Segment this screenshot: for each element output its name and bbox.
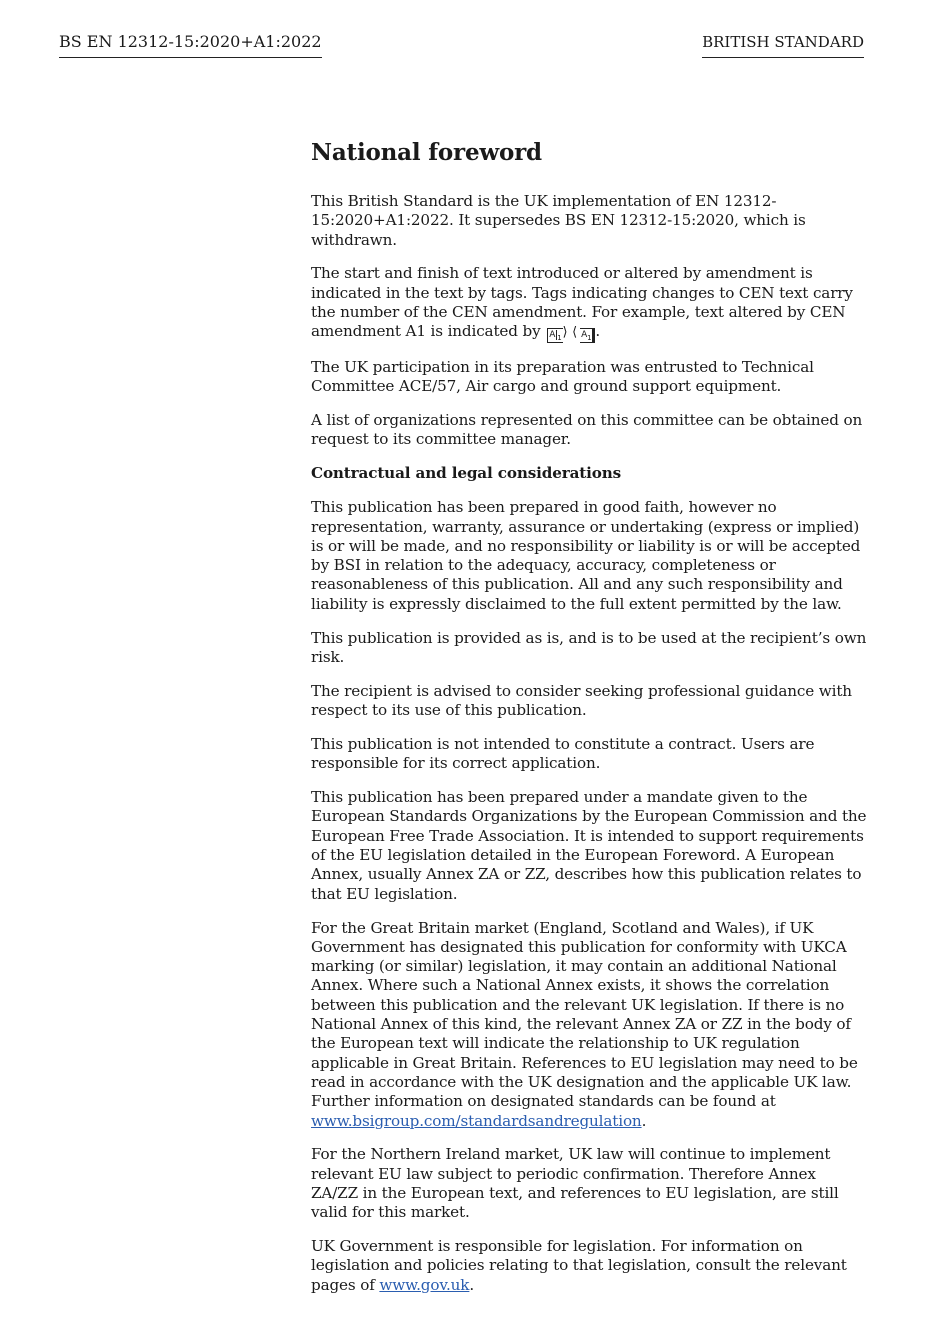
amendment-start-tag-icon: A $_1$	[549, 330, 562, 343]
paragraph-uk-government: UK Government is responsible for legislation. For information on legislation and policies relating to that legislation, consult the relevant pages of www.gov.uk.	[311, 1237, 847, 1294]
section-heading-contractual: Contractual and legal considerations	[311, 464, 622, 483]
paragraph-disclaimer: This publication has been prepared in good faith, however no representation, warranty, assurance or undertaking (express or implied) is or will be made, and no responsibility or liability is or will be accepted by BSI in relation to the adequacy, accuracy, completeness or reasonableness of this publication. All and any such responsibility and liability is expressly disclaimed to the full extent permitted by the law.	[311, 498, 861, 613]
amendment-tags-text: The start and finish of text introduced or altered by amendment is indicated in the text by tags. Tags indicating changes to CEN text carry the number of the CEN amendment. For example, text altered by CEN amendment A1 is indicated by	[311, 264, 853, 341]
amendment-end-tag-icon: $A_1$	[580, 328, 595, 343]
paragraph-organizations: A list of organizations represented on this committee can be obtained on request to its committee manager.	[311, 411, 863, 449]
foreword-body	[311, 137, 867, 1310]
paragraph-implementation: This British Standard is the UK implementation of EN 12312-15:2020+A1:2022. It supersedes BS EN 12312-15:2020, which is withdrawn.	[311, 192, 806, 249]
paragraph-contract: This publication is not intended to constitute a contract. Users are responsible for its correct application.	[311, 734, 815, 773]
paragraph-great-britain: For the Great Britain market (England, Scotland and Wales), if UK Government has designated this publication for conformity with UKCA marking (or similar) legislation, it may contain an additional National Annex. Where such a National Annex exists, it shows the correlation between this publication and the relevant UK legislation. If there is no National Annex of this kind, the relevant Annex ZA or ZZ in the body of the European text will indicate the relationship to UK regulation applicable in Great Britain. References to EU legislation may need to be read in accordance with the UK designation and the applicable UK law. Further information on designated standards can be found at www.bsigroup.com/standardsandregulation.	[311, 918, 858, 1130]
paragraph-mandate: This publication has been prepared under a mandate given to the European Standards Organizations by the European Commission and the European Free Trade Association. It is intended to support requirements of the EU legislation detailed in the European Foreword. A European Annex, usually Annex ZA or ZZ, describes how this publication relates to that EU legislation.	[311, 788, 867, 903]
paragraph-amendment-tags: The start and finish of text introduced or altered by amendment is indicated in the text by tags. Tags indicating changes to CEN text carry the number of the CEN amendment. For example, text altered by CEN amendment A1 is indicated by A $_1$⟩ ⟨ $A_1$ .	[311, 264, 853, 343]
bsigroup-link[interactable]: www.bsigroup.com/standardsandregulation	[311, 1111, 642, 1130]
tag-arrow-left-icon: ⟨	[572, 325, 578, 341]
gov-uk-link[interactable]: www.gov.uk	[379, 1275, 470, 1294]
paragraph-guidance: The recipient is advised to consider seeking professional guidance with respect to its use of this publication.	[311, 681, 852, 720]
page-title: National foreword	[311, 139, 542, 166]
paragraph-northern-ireland: For the Northern Ireland market, UK law will continue to implement relevant EU law subject to periodic confirmation. Therefore Annex ZA/ZZ in the European text, and references to EU legislation, are still valid for this market.	[311, 1145, 839, 1222]
tag-arrow-icon: ⟩	[562, 325, 568, 341]
document-series: BRITISH STANDARD	[702, 31, 864, 58]
paragraph-risk: This publication is provided as is, and is to be used at the recipient’s own risk.	[311, 628, 867, 666]
document-id: BS EN 12312-15:2020+A1:2022	[59, 31, 322, 58]
paragraph-committee: The UK participation in its preparation was entrusted to Technical Committee ACE/57, Air cargo and ground support equipment.	[311, 357, 814, 396]
